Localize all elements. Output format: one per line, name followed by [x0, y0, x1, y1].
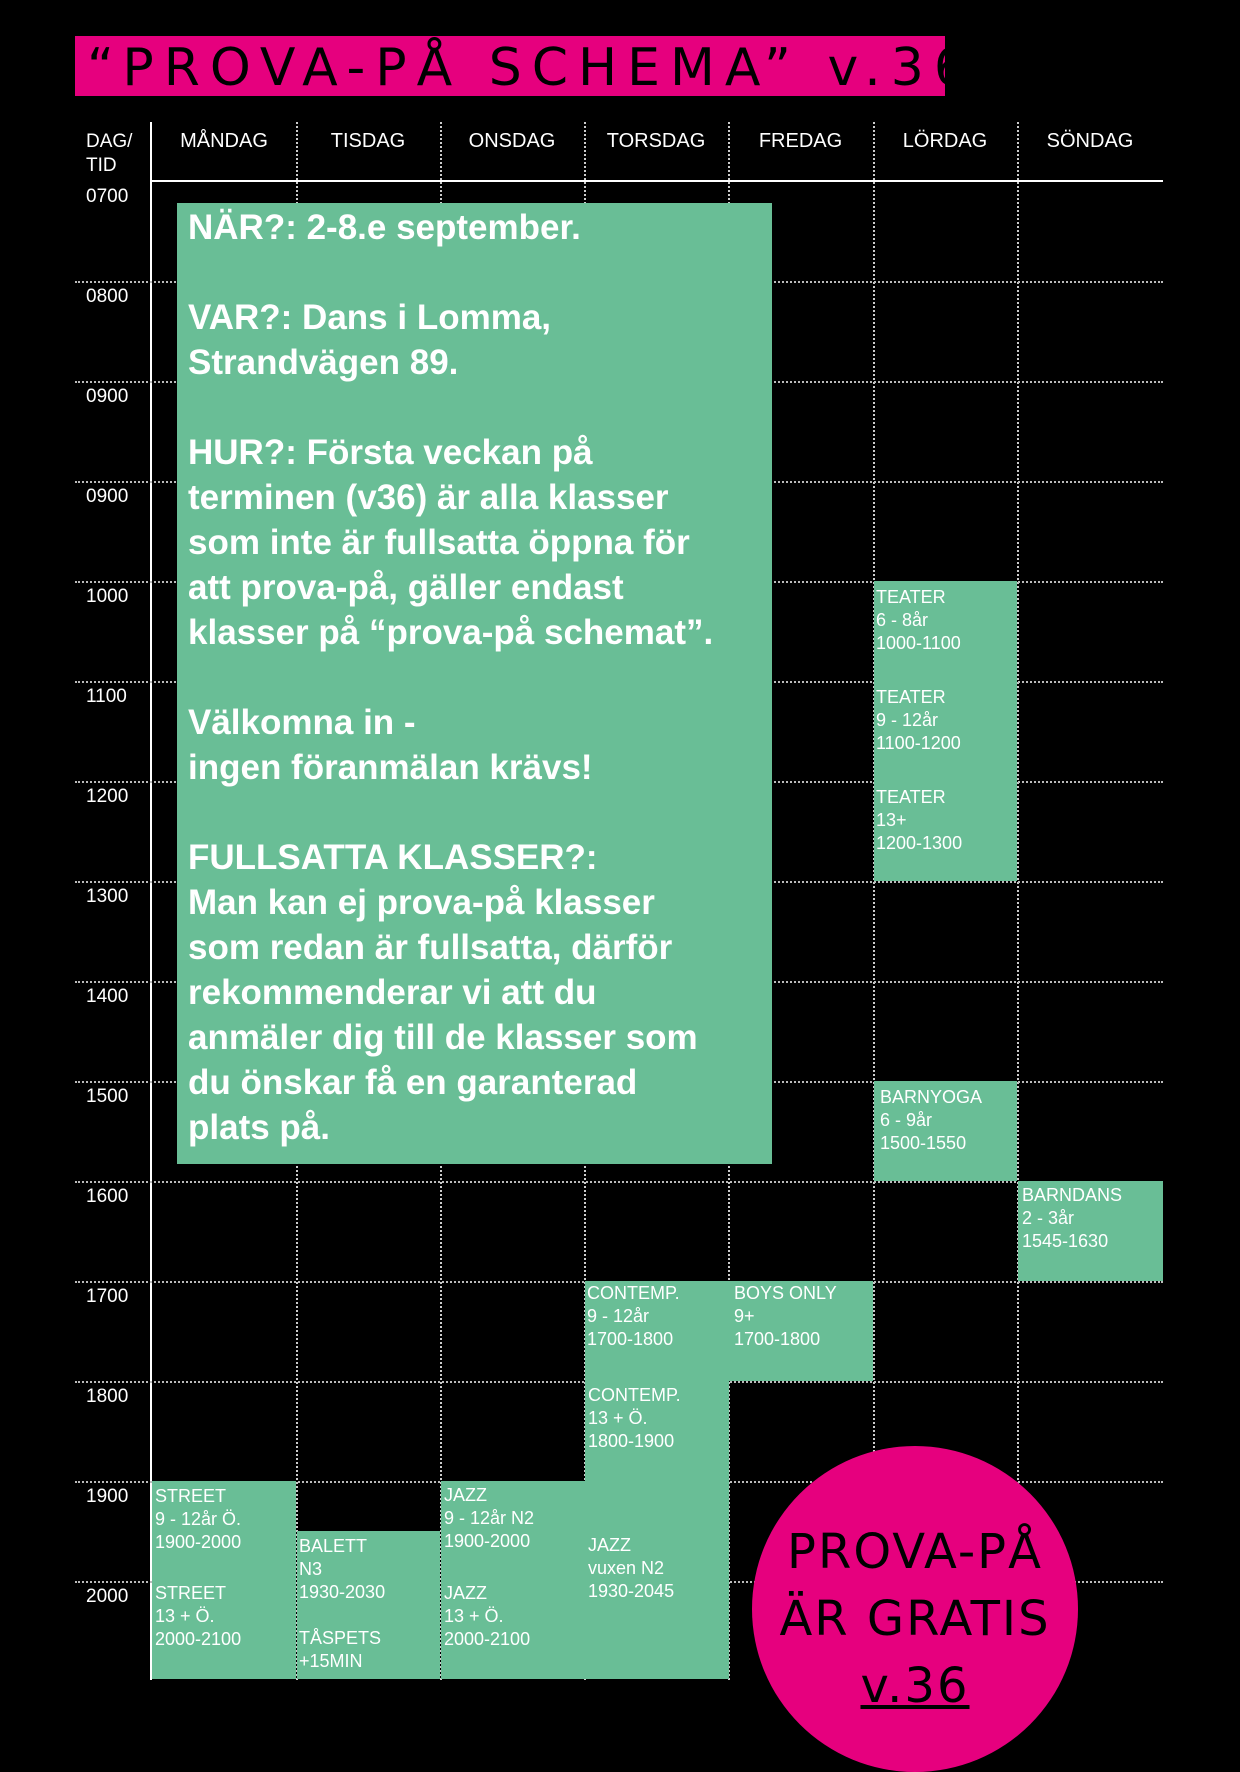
time-label: 1500	[86, 1086, 129, 1107]
info-line: Strandvägen 89.	[188, 343, 459, 382]
day-header-thursday: TORSDAG	[606, 130, 706, 152]
class-time: 1545-1630	[1022, 1231, 1109, 1251]
day-time-header	[86, 130, 132, 178]
class-entry	[587, 1282, 680, 1351]
time-label: 1700	[86, 1286, 129, 1307]
class-name: BALETT	[299, 1536, 368, 1556]
class-name: BARNYOGA	[880, 1087, 983, 1107]
time-label: 1600	[86, 1186, 129, 1207]
class-name: CONTEMP.	[588, 1385, 681, 1405]
header-label: DAG/	[86, 131, 133, 152]
class-group: 13+	[876, 810, 907, 830]
class-time: 1700-1800	[734, 1329, 821, 1349]
time-label: 1300	[86, 886, 129, 907]
class-time: 1100-1200	[876, 733, 961, 753]
class-entry	[876, 686, 961, 755]
class-entry	[588, 1384, 681, 1453]
info-line: som inte är fullsatta öppna för	[188, 523, 690, 562]
class-time: 1700-1800	[587, 1329, 674, 1349]
class-group: 13 + Ö.	[444, 1606, 504, 1626]
class-name: CONTEMP.	[587, 1283, 680, 1303]
day-header-tuesday: TISDAG	[330, 130, 406, 152]
day-header-friday: FREDAG	[758, 130, 843, 152]
class-group: 13 + Ö.	[588, 1408, 648, 1428]
time-label: 0900	[86, 486, 129, 507]
class-time: 2000-2100	[444, 1629, 531, 1649]
info-line: som redan är fullsatta, därför	[188, 928, 673, 967]
class-time: 1900-2000	[444, 1531, 531, 1551]
class-note: +15MIN	[299, 1651, 363, 1671]
class-group: 9 - 12år	[876, 710, 939, 730]
time-label: 2000	[86, 1586, 129, 1607]
grid-line	[873, 122, 875, 1680]
day-header-monday: MÅNDAG	[180, 130, 268, 152]
class-entry	[155, 1485, 241, 1554]
class-time: 1500-1550	[880, 1133, 967, 1153]
day-header-saturday: LÖRDAG	[902, 130, 988, 152]
class-time: 1000-1100	[876, 633, 961, 653]
info-line: ingen föranmälan krävs!	[188, 748, 593, 787]
class-name: TEATER	[876, 687, 946, 707]
info-line: klasser på “prova-på schemat”.	[188, 613, 714, 652]
class-name: TEATER	[876, 787, 946, 807]
class-group: 9 - 12år N2	[444, 1508, 535, 1528]
class-group: 9 - 12år Ö.	[155, 1509, 242, 1529]
class-entry	[299, 1535, 385, 1673]
class-name: TEATER	[876, 587, 946, 607]
class-entry	[876, 786, 962, 855]
time-label: 1100	[86, 686, 127, 707]
class-name: BARNDANS	[1022, 1185, 1123, 1205]
time-label: 0800	[86, 286, 129, 307]
class-group: 13 + Ö.	[155, 1606, 215, 1626]
class-entry	[1022, 1184, 1122, 1253]
info-line: Välkomna in -	[188, 703, 416, 742]
class-entry	[734, 1282, 837, 1351]
grid-axis-vertical	[150, 122, 152, 1680]
class-group: 6 - 9år	[880, 1110, 933, 1130]
class-time: 1900-2000	[155, 1532, 242, 1552]
time-label: 1400	[86, 986, 129, 1007]
info-text	[188, 205, 758, 1150]
title-banner	[75, 36, 977, 98]
class-group: N3	[299, 1559, 323, 1579]
info-line: du önskar få en garanterad	[188, 1063, 638, 1102]
info-line: terminen (v36) är alla klasser	[188, 478, 669, 517]
class-name: JAZZ	[444, 1485, 487, 1505]
class-name: JAZZ	[444, 1583, 487, 1603]
class-group: 2 - 3år	[1022, 1208, 1075, 1228]
class-note: TÅSPETS	[299, 1628, 382, 1648]
info-line: rekommenderar vi att du	[188, 973, 597, 1012]
class-time: 2000-2100	[155, 1629, 242, 1649]
info-line: HUR?: Första veckan på	[188, 433, 593, 472]
class-entry	[155, 1582, 241, 1651]
info-line: NÄR?: 2-8.e september.	[188, 208, 581, 247]
time-label: 0700	[86, 186, 129, 207]
grid-axis-horizontal	[150, 180, 1163, 182]
grid-line	[1017, 122, 1019, 1680]
class-entry	[880, 1086, 982, 1155]
badge-line: PROVA-PÅ	[787, 1524, 1043, 1580]
time-label: 1900	[86, 1486, 129, 1507]
info-line: Man kan ej prova-på klasser	[188, 883, 655, 922]
badge-line: v.36	[860, 1658, 970, 1714]
class-time: 1800-1900	[588, 1431, 675, 1451]
class-group: 9 - 12år	[587, 1306, 650, 1326]
class-entry	[588, 1534, 674, 1603]
class-entry	[444, 1484, 534, 1553]
class-entry	[876, 586, 961, 655]
class-name: STREET	[155, 1486, 227, 1506]
info-line: att prova-på, gäller endast	[188, 568, 624, 607]
grid-line	[75, 1181, 1163, 1183]
class-time: 1930-2045	[588, 1581, 675, 1601]
class-group: vuxen N2	[588, 1558, 665, 1578]
class-time: 1200-1300	[876, 833, 963, 853]
class-name: BOYS ONLY	[734, 1283, 837, 1303]
class-entry	[444, 1582, 530, 1651]
time-label: 1800	[86, 1386, 129, 1407]
time-label: 0900	[86, 386, 129, 407]
class-name: STREET	[155, 1583, 227, 1603]
header-label: TID	[86, 155, 117, 176]
info-line: plats på.	[188, 1108, 330, 1147]
info-line: FULLSATTA KLASSER?:	[188, 838, 598, 877]
time-label: 1200	[86, 786, 129, 807]
time-label: 1000	[86, 586, 129, 607]
day-header-wednesday: ONSDAG	[468, 130, 556, 152]
info-line: anmäler dig till de klasser som	[188, 1018, 698, 1057]
class-group: 9+	[734, 1306, 755, 1326]
class-name: JAZZ	[588, 1535, 631, 1555]
info-line: VAR?: Dans i Lomma,	[188, 298, 552, 337]
class-group: 6 - 8år	[876, 610, 929, 630]
badge-line: ÄR GRATIS	[779, 1591, 1051, 1647]
class-time: 1930-2030	[299, 1582, 386, 1602]
page-title: “PROVA-PÅ SCHEMA” v.36	[87, 38, 977, 98]
day-header-sunday: SÖNDAG	[1046, 130, 1134, 152]
